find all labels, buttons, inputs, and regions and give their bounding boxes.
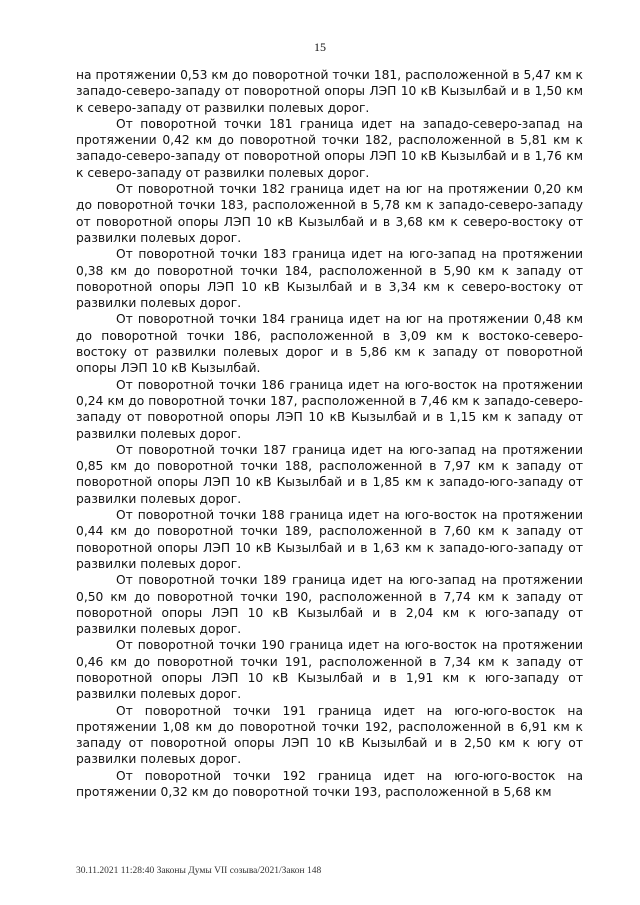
paragraph: От поворотной точки 187 граница идет на юго-запад на протяжении 0,85 км до поворотной точки 188, расположенной в 7,97 км к западу от поворотной опоры ЛЭП 10 кВ Кызылбай и в 1,85 км к западо-юго-западу от развилки полевых дорог. [76, 442, 583, 506]
document-body [76, 67, 583, 800]
paragraph: От поворотной точки 188 граница идет на юго-восток на протяжении 0,44 км до поворотной точки 189, расположенной в 7,60 км к западу от поворотной опоры ЛЭП 10 кВ Кызылбай и в 1,63 км к западо-юго-западу от развилки полевых дорог. [76, 508, 583, 571]
paragraph: От поворотной точки 190 граница идет на юго-восток на протяжении 0,46 км до поворотной точки 191, расположенной в 7,34 км к западу от поворотной опоры ЛЭП 10 кВ Кызылбай и в 1,91 км к юго-западу от развилки полевых дорог. [76, 638, 583, 702]
paragraph: От поворотной точки 181 граница идет на западо-северо-запад на протяжении 0,42 км до поворотной точки 182, расположенной в 5,81 км к западо-северо-западу от поворотной опоры ЛЭП 10 кВ Кызылбай и в 1,76 км к северо-западу от развилки полевых дорог. [76, 116, 583, 180]
document-footer: 30.11.2021 11:28:40 Законы Думы VII созыва/2021/Закон 148 [76, 866, 322, 876]
paragraph-continuation: на протяжении 0,53 км до поворотной точки 181, расположенной в 5,47 км к западо-северо-западу от поворотной опоры ЛЭП 10 кВ Кызылбай и в 1,50 км к северо-западу от развилки полевых дорог. [76, 68, 583, 115]
paragraph: От поворотной точки 184 граница идет на юг на протяжении 0,48 км до поворотной точки 186, расположенной в 3,09 км к востоко-северо-востоку от развилки полевых дорог и в 5,86 км к западу от поворотной опоры ЛЭП 10 кВ Кызылбай. [76, 312, 583, 376]
paragraph: От поворотной точки 191 граница идет на юго-юго-восток на протяжении 1,08 км до поворотной точки 192, расположенной в 6,91 км к западу от поворотной опоры ЛЭП 10 кВ Кызылбай и в 2,50 км к югу от развилки полевых дорог. [76, 703, 583, 767]
paragraph: От поворотной точки 186 граница идет на юго-восток на протяжении 0,24 км до поворотной точки 187, расположенной в 7,46 км к западо-северо-западу от поворотной опоры ЛЭП 10 кВ Кызылбай и в 1,15 км к западу от развилки полевых дорог. [76, 377, 583, 441]
paragraph: От поворотной точки 192 граница идет на юго-юго-восток на протяжении 0,32 км до поворотной точки 193, расположенной в 5,68 км [76, 768, 583, 800]
paragraph: От поворотной точки 183 граница идет на юго-запад на протяжении 0,38 км до поворотной точки 184, расположенной в 5,90 км к западу от поворотной опоры ЛЭП 10 кВ Кызылбай и в 3,34 км к северо-востоку от развилки полевых дорог. [76, 247, 583, 311]
paragraph: От поворотной точки 189 граница идет на юго-запад на протяжении 0,50 км до поворотной точки 190, расположенной в 7,74 км к западу от поворотной опоры ЛЭП 10 кВ Кызылбай и в 2,04 км к юго-западу от развилки полевых дорог. [76, 573, 583, 637]
page-number: 15 [314, 40, 326, 54]
paragraph: От поворотной точки 182 граница идет на юг на протяжении 0,20 км до поворотной точки 183, расположенной в 5,78 км к западо-северо-западу от поворотной опоры ЛЭП 10 кВ Кызылбай и в 3,68 км к северо-востоку от развилки полевых дорог. [76, 182, 583, 245]
